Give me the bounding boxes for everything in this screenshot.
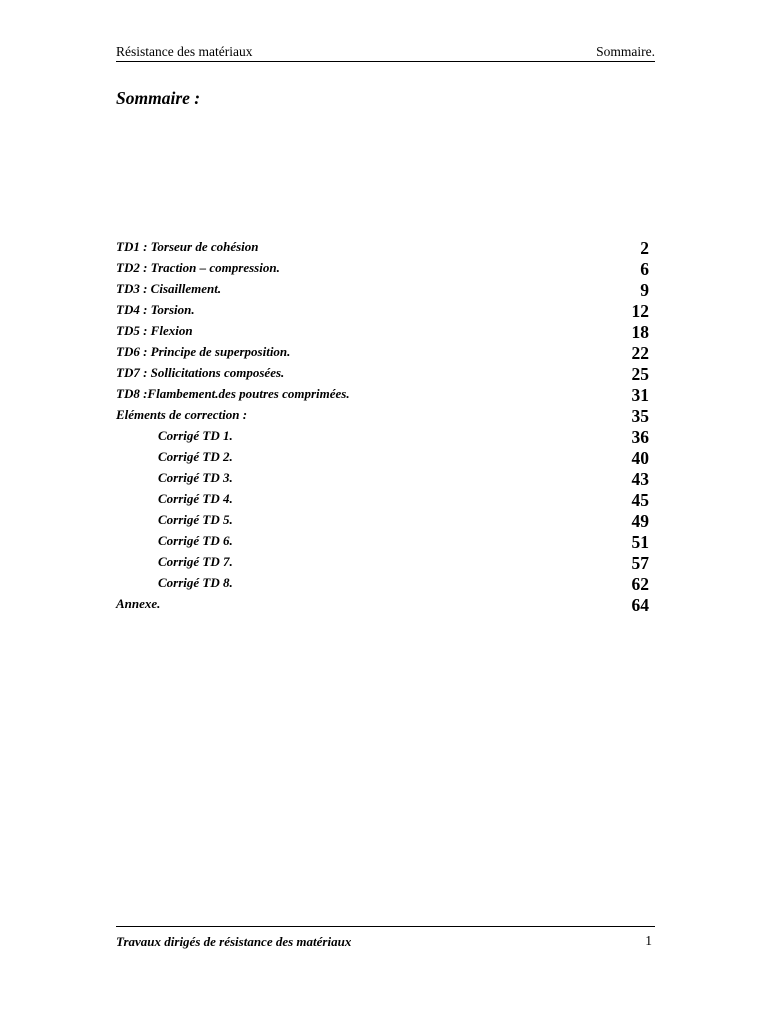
header-document-title: Résistance des matériaux (116, 44, 253, 59)
toc-entry-page-number: 36 (631, 427, 649, 447)
toc-entry-label[interactable]: Corrigé TD 4. (158, 491, 233, 506)
toc-entry-page-number: 35 (631, 406, 649, 426)
toc-entry[interactable] (116, 593, 649, 614)
toc-entry[interactable] (116, 488, 649, 509)
toc-entry-page-number: 18 (631, 322, 649, 342)
toc-entry[interactable] (116, 257, 649, 278)
toc-entry-label[interactable]: Corrigé TD 5. (158, 512, 233, 527)
toc-entry[interactable] (116, 425, 649, 446)
toc-entry[interactable] (116, 320, 649, 341)
toc-entry-label[interactable]: Corrigé TD 1. (158, 428, 233, 443)
toc-entry-page-number: 6 (640, 259, 649, 279)
toc-entry-page-number: 2 (640, 238, 649, 258)
toc-entry-label[interactable]: Corrigé TD 7. (158, 554, 233, 569)
toc-entry-page-number: 22 (631, 343, 649, 363)
toc-entry[interactable] (116, 341, 649, 362)
toc-entry[interactable] (116, 467, 649, 488)
toc-entry[interactable] (116, 572, 649, 593)
toc-entry[interactable] (116, 551, 649, 572)
toc-entry-label[interactable]: TD5 : Flexion (116, 323, 193, 338)
toc-entry-label[interactable]: Corrigé TD 8. (158, 575, 233, 590)
toc-entry-page-number: 57 (631, 553, 649, 573)
toc-entry-page-number: 51 (631, 532, 649, 552)
toc-entry-label[interactable]: TD4 : Torsion. (116, 302, 195, 317)
toc-entry-label[interactable]: Annexe. (116, 596, 161, 611)
toc-entry-label[interactable]: Corrigé TD 3. (158, 470, 233, 485)
toc-entry-page-number: 45 (631, 490, 649, 510)
toc-entry-label[interactable]: TD3 : Cisaillement. (116, 281, 222, 296)
page-header (116, 43, 655, 62)
toc-entry[interactable] (116, 362, 649, 383)
page-footer (116, 926, 655, 951)
toc-entry-page-number: 40 (631, 448, 649, 468)
toc-entry-page-number: 9 (640, 280, 649, 300)
toc-entry-label[interactable]: TD1 : Torseur de cohésion (116, 239, 259, 254)
toc-entry[interactable] (116, 446, 649, 467)
footer-course-title: Travaux dirigés de résistance des matériaux (116, 934, 352, 949)
toc-entry-label[interactable]: Corrigé TD 2. (158, 449, 233, 464)
toc-entry-label[interactable]: TD6 : Principe de superposition. (116, 344, 291, 359)
toc-entry[interactable] (116, 383, 649, 404)
toc-entry-label[interactable]: TD2 : Traction – compression. (116, 260, 280, 275)
toc-entry-page-number: 31 (631, 385, 649, 405)
toc-entry-page-number: 62 (631, 574, 649, 594)
toc-entry-label[interactable]: Eléments de correction : (116, 407, 248, 422)
toc-entry[interactable] (116, 236, 649, 257)
toc-entry[interactable] (116, 278, 649, 299)
toc-entry[interactable] (116, 530, 649, 551)
toc-entry-page-number: 49 (631, 511, 649, 531)
toc-entry-page-number: 43 (631, 469, 649, 489)
toc-entry[interactable] (116, 299, 649, 320)
toc-entry-label[interactable]: Corrigé TD 6. (158, 533, 233, 548)
footer-page-number: 1 (645, 933, 652, 948)
header-section-title: Sommaire. (596, 44, 655, 59)
table-of-contents (116, 236, 649, 614)
page-title: Sommaire : (116, 88, 201, 108)
toc-entry-label[interactable]: TD7 : Sollicitations composées. (116, 365, 285, 380)
toc-entry[interactable] (116, 509, 649, 530)
toc-entry[interactable] (116, 404, 649, 425)
toc-entry-label[interactable]: TD8 :Flambement.des poutres comprimées. (116, 386, 350, 401)
toc-entry-page-number: 64 (631, 595, 649, 615)
toc-entry-page-number: 12 (631, 301, 649, 321)
toc-entry-page-number: 25 (631, 364, 649, 384)
